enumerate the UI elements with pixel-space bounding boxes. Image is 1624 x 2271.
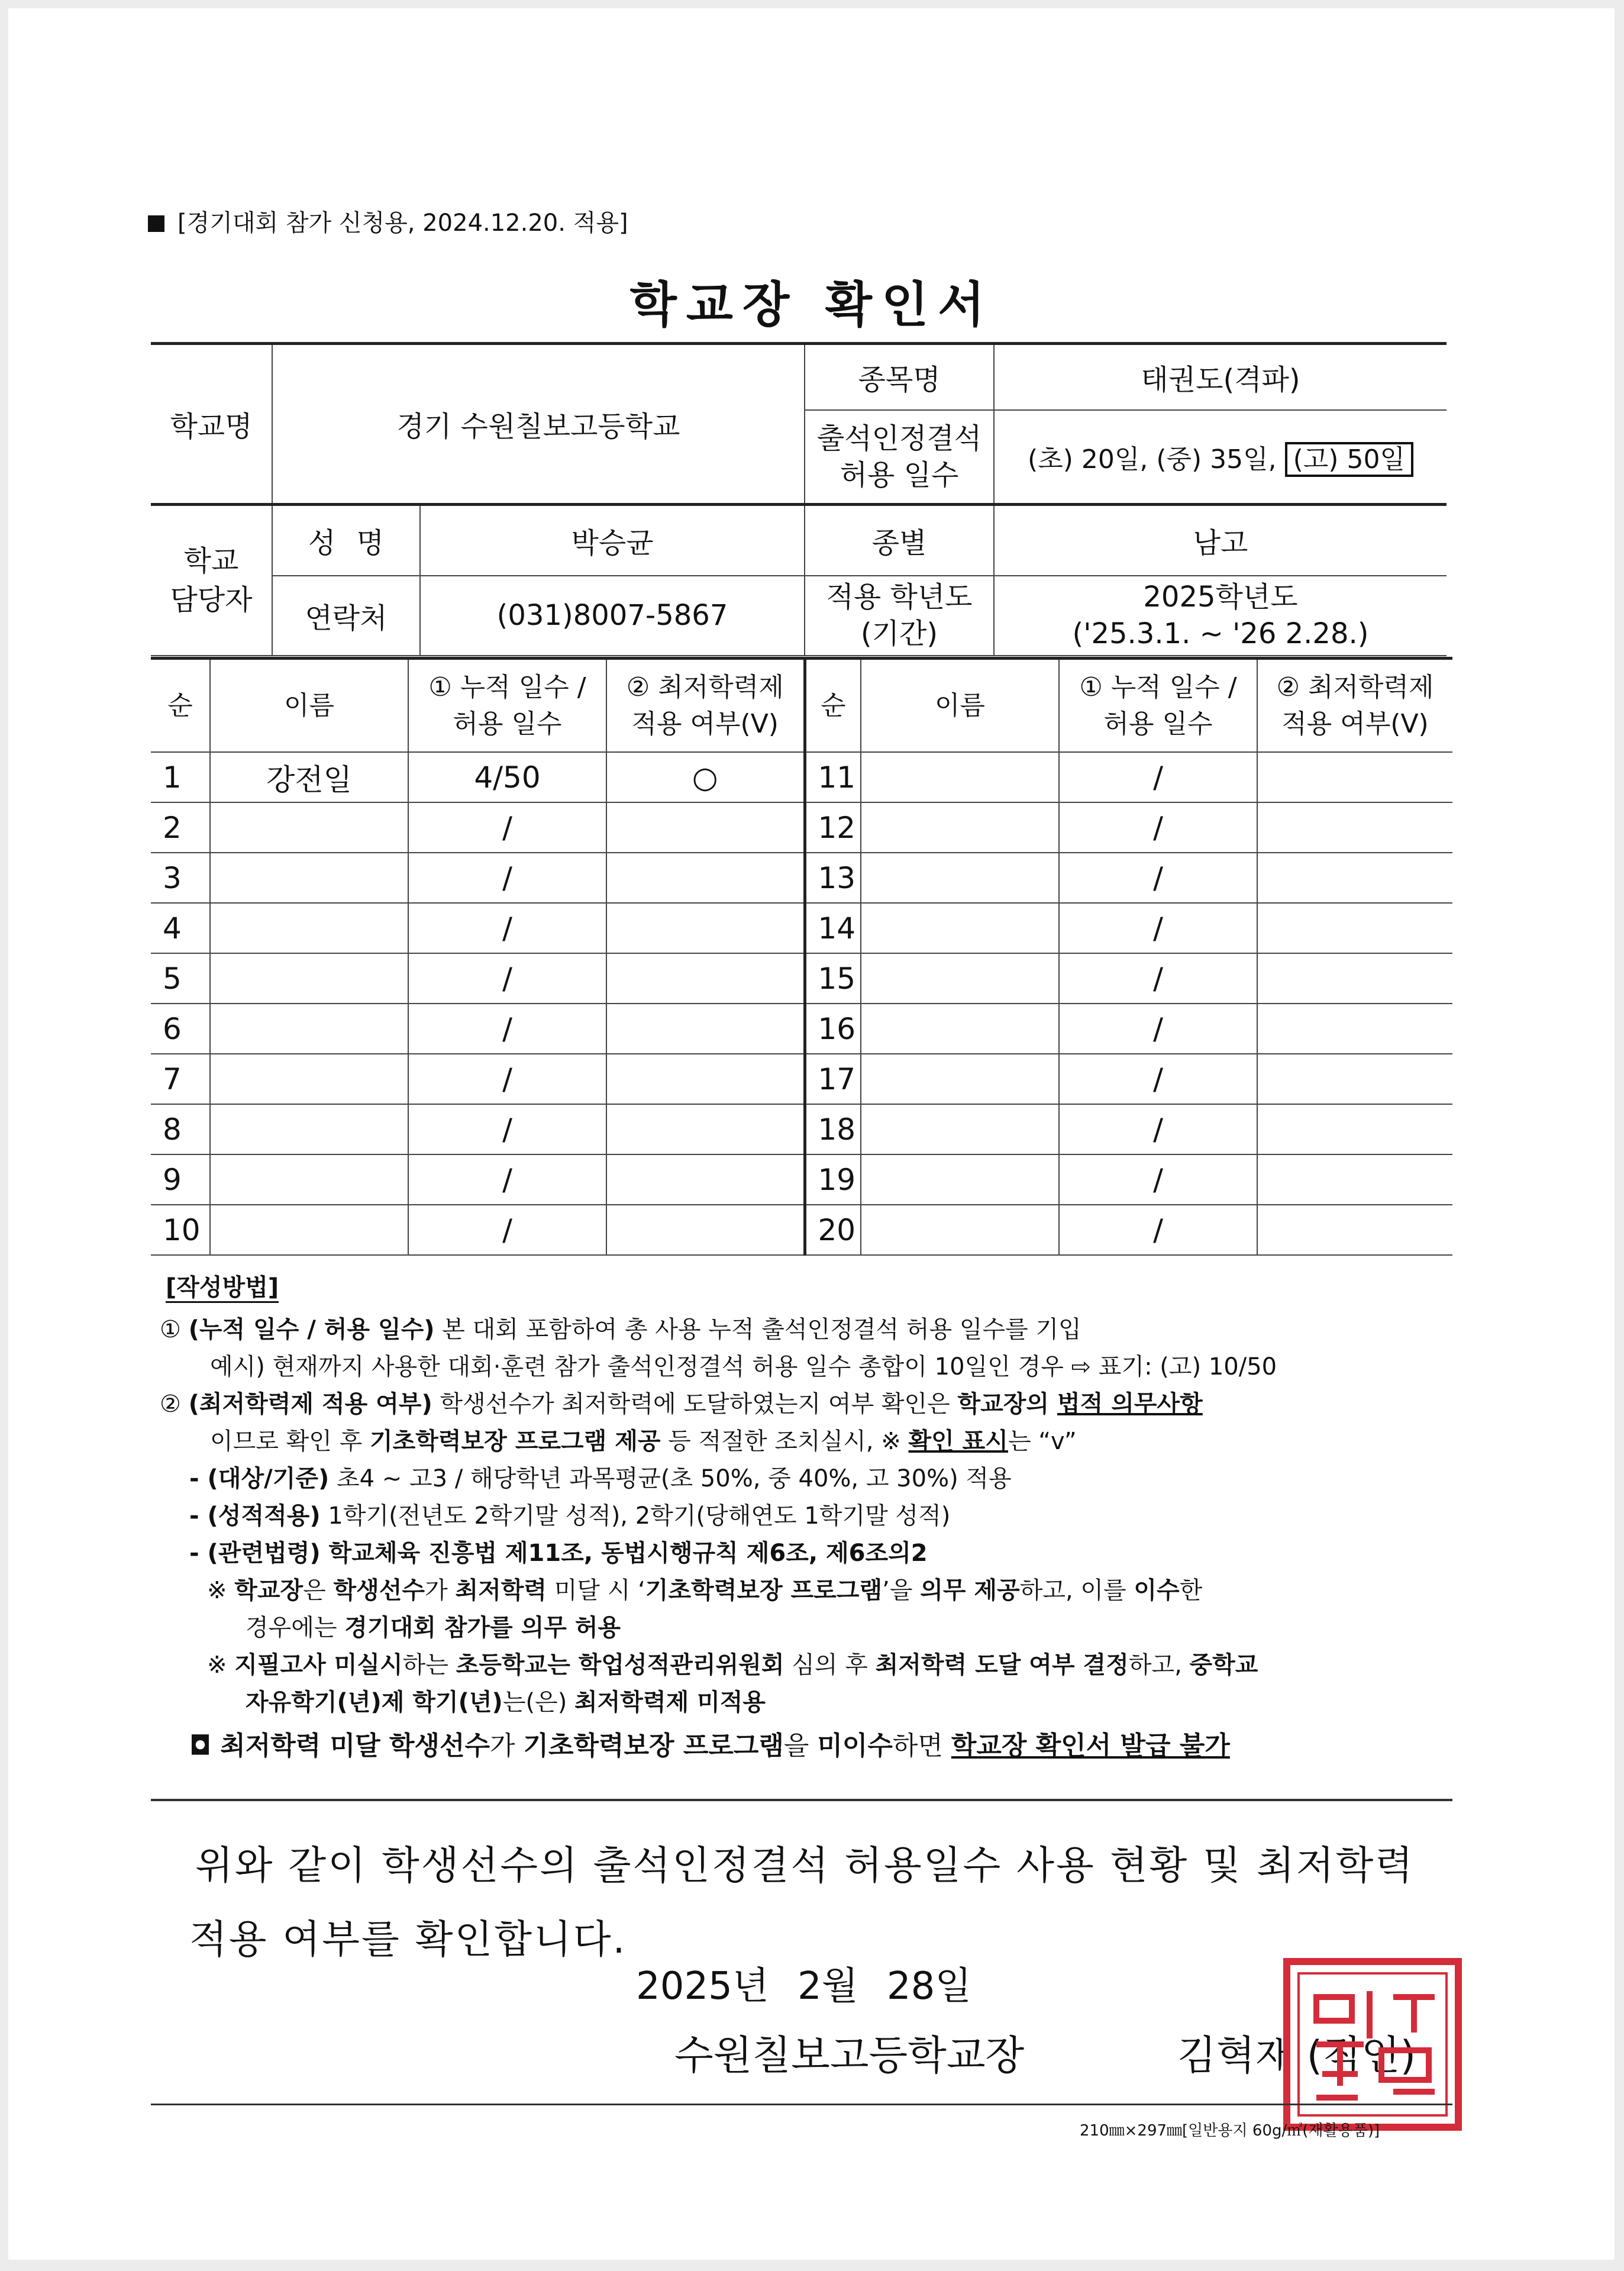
row-seq: 4 (151, 903, 210, 953)
row-days: / (408, 1154, 606, 1205)
school-value: 경기 수원칠보고등학교 (272, 344, 805, 505)
header-min-right-line1: ② 최저학력제 (1276, 672, 1434, 702)
note-2-cont-b: 는(은) (502, 1689, 575, 1716)
type-value: 남고 (994, 505, 1447, 576)
row-min (606, 1004, 805, 1054)
row-seq: 2 (151, 802, 210, 853)
note-1-h: 기초학력보장 프로그램 (645, 1577, 883, 1604)
manager-label (151, 505, 272, 656)
row-min: ○ (606, 752, 805, 802)
note-1-e: 가 (425, 1577, 456, 1604)
row-days: / (408, 853, 606, 903)
table-row (151, 853, 1452, 903)
row-min (606, 1054, 805, 1104)
instruction-2-text: 학생선수가 최저학력에 도달하였는지 여부 확인은 (432, 1391, 958, 1418)
note-1-k: 하고, 이를 (1019, 1577, 1134, 1604)
form-version-text: [경기대회 참가 신청용, 2024.12.20. 적용] (177, 209, 628, 237)
row-seq-right: 17 (805, 1054, 861, 1104)
note-1-d: 학생선수 (333, 1577, 425, 1604)
paper-size-note: 210㎜×297㎜[일반용지 60g/㎡(재활용품)] (1080, 2122, 1380, 2140)
note-1-l: 이수 (1134, 1577, 1180, 1604)
row-min-right (1257, 1054, 1452, 1104)
contact-value: (031)8007-5867 (420, 576, 805, 656)
table-row (151, 1104, 1452, 1154)
note-2-b: 지필고사 미실시 (234, 1651, 403, 1679)
row-days-right: / (1059, 903, 1257, 953)
note-2-c: 하는 (402, 1651, 456, 1679)
year-value-line2: ('25.3.1. ~ '26 2.28.) (1072, 617, 1369, 650)
row-name (210, 953, 408, 1004)
note-1-m: 한 (1179, 1577, 1203, 1604)
row-min-right (1257, 853, 1452, 903)
year-value-line1: 2025학년도 (1143, 580, 1298, 614)
row-days-right: / (1059, 953, 1257, 1004)
note-2-g: 하고, (1128, 1651, 1190, 1679)
note-1-cont: 경우에는 (246, 1614, 345, 1641)
row-min-right (1257, 1154, 1452, 1205)
row-seq-right: 19 (805, 1154, 861, 1205)
row-name: 강전일 (210, 752, 408, 802)
row-days-right: / (1059, 1154, 1257, 1205)
absence-label-line2: 허용 일수 (840, 458, 959, 492)
row-days: 4/50 (408, 752, 606, 802)
row-name (210, 1104, 408, 1154)
row-name (210, 853, 408, 903)
note-2-e: 심의 후 (784, 1651, 876, 1679)
row-seq-right: 12 (805, 802, 861, 853)
header-min-right-line2: 적용 여부(V) (1281, 708, 1429, 739)
student-roster-table (151, 657, 1452, 1256)
row-days-right: / (1059, 1205, 1257, 1255)
table-row (151, 752, 1452, 802)
row-min-right (1257, 752, 1452, 802)
note-1-i: ’을 (882, 1577, 921, 1604)
school-info-table (151, 342, 1447, 656)
note-2-cont-c: 최저학력제 미적용 (574, 1689, 766, 1716)
instructions-heading: [작성방법] (166, 1274, 279, 1303)
row-min (606, 953, 805, 1004)
event-value: 태권도(격파) (994, 344, 1447, 410)
row-days-right: / (1059, 1054, 1257, 1104)
square-bullet-icon (148, 215, 164, 232)
row-name-right (861, 1054, 1059, 1104)
row-name-right (861, 1205, 1059, 1255)
note-1-c: 은 (303, 1577, 334, 1604)
row-name-right (861, 1154, 1059, 1205)
detail-1-term: - (대상/기준) (189, 1465, 330, 1492)
row-name-right (861, 1104, 1059, 1154)
manager-label-line1: 학교 (183, 544, 239, 578)
row-days-right: / (1059, 1104, 1257, 1154)
instructions (160, 1269, 1461, 1764)
detail-3-text: - (관련법령) 학교체육 진흥법 제11조, 동법시행규칙 제6조, 제6조의2 (189, 1540, 928, 1567)
row-seq: 6 (151, 1004, 210, 1054)
note-2-f: 최저학력 도달 여부 결정 (875, 1651, 1129, 1679)
row-name-right (861, 1004, 1059, 1054)
row-days: / (408, 1054, 606, 1104)
header-seq: 순 (151, 659, 210, 753)
warning-g: 학교장 확인서 발급 불가 (951, 1731, 1230, 1761)
row-seq-right: 11 (805, 752, 861, 802)
manager-label-line2: 담당자 (170, 583, 253, 617)
row-name (210, 1004, 408, 1054)
instruction-2-cont-c: 는 “v” (1008, 1428, 1077, 1455)
row-name (210, 1205, 408, 1255)
school-label: 학교명 (151, 344, 272, 505)
row-days: / (408, 1104, 606, 1154)
page-title: 학교장 확인서 (629, 277, 995, 333)
confirmation-line-2: 적용 여부를 확인합니다. (189, 1917, 627, 1962)
row-days: / (408, 903, 606, 953)
note-1-cont-b: 경기대회 참가를 의무 허용 (344, 1614, 621, 1641)
note-2-cont: 자유학기(년)제 학기(년) (246, 1689, 503, 1716)
name-value: 박승균 (420, 505, 805, 576)
row-min (606, 903, 805, 953)
instruction-2-cont: 이므로 확인 후 (210, 1428, 370, 1455)
row-name-right (861, 802, 1059, 853)
note-1-j: 의무 제공 (920, 1577, 1020, 1604)
row-name-right (861, 953, 1059, 1004)
row-min-right (1257, 802, 1452, 853)
row-days: / (408, 802, 606, 853)
detail-2-term: - (성적적용) (189, 1502, 321, 1530)
row-days-right: / (1059, 802, 1257, 853)
header-days-right-line2: 허용 일수 (1103, 708, 1213, 739)
row-min (606, 853, 805, 903)
note-1-mark: ※ (207, 1577, 235, 1604)
absence-value-text: (초) 20일, (중) 35일, (1028, 444, 1277, 475)
year-label (805, 576, 994, 656)
row-seq: 3 (151, 853, 210, 903)
row-days: / (408, 953, 606, 1004)
contact-label: 연락처 (272, 576, 420, 656)
section-divider (151, 1799, 1452, 1801)
row-seq: 9 (151, 1154, 210, 1205)
warning-b: 가 (489, 1731, 524, 1761)
row-days: / (408, 1205, 606, 1255)
table-row (151, 1205, 1452, 1255)
absence-label (805, 410, 994, 505)
row-name-right (861, 853, 1059, 903)
instruction-2-duty: 법적 의무사항 (1057, 1391, 1203, 1418)
event-label: 종목명 (805, 344, 994, 410)
row-days-right: / (1059, 1004, 1257, 1054)
header-min (606, 659, 805, 753)
header-days-right-line1: ① 누적 일수 / (1079, 672, 1237, 702)
row-seq: 7 (151, 1054, 210, 1104)
row-seq-right: 14 (805, 903, 861, 953)
instruction-2-mark: ② (160, 1391, 189, 1418)
row-min-right (1257, 903, 1452, 953)
row-name (210, 802, 408, 853)
header-name-right: 이름 (861, 659, 1059, 753)
absence-value (994, 410, 1447, 505)
detail-2-text: 1학기(전년도 2학기말 성적), 2학기(당해연도 1학기말 성적) (320, 1502, 951, 1530)
header-days-line2: 허용 일수 (453, 708, 562, 739)
table-row (151, 1054, 1452, 1104)
row-min (606, 1205, 805, 1255)
row-days-right: / (1059, 853, 1257, 903)
warning-icon: ◘ (189, 1731, 221, 1761)
row-min (606, 802, 805, 853)
header-min-line2: 적용 여부(V) (631, 708, 779, 739)
row-name-right (861, 752, 1059, 802)
row-min-right (1257, 1004, 1452, 1054)
row-seq-right: 18 (805, 1104, 861, 1154)
principal-name: 김혁재 (직인) (1177, 2033, 1416, 2079)
year-label-line1: 적용 학년도 (826, 580, 973, 614)
instruction-2-emph: 학교장의 (957, 1391, 1057, 1418)
table-row (151, 1154, 1452, 1205)
note-1-g: 미달 시 ‘ (547, 1577, 645, 1604)
row-name (210, 903, 408, 953)
header-min-right (1257, 659, 1452, 753)
row-min-right (1257, 1205, 1452, 1255)
row-days: / (408, 1004, 606, 1054)
instruction-2-program: 기초학력보장 프로그램 제공 (369, 1428, 661, 1455)
row-seq: 10 (151, 1205, 210, 1255)
header-min-line1: ② 최저학력제 (626, 672, 784, 702)
table-row (151, 953, 1452, 1004)
instruction-2-term: (최저학력제 적용 여부) (188, 1391, 432, 1418)
footer-divider (151, 2104, 1452, 2105)
row-seq-right: 20 (805, 1205, 861, 1255)
row-name-right (861, 903, 1059, 953)
issue-date: 2025년 2월 28일 (636, 1964, 972, 2008)
header-days (408, 659, 606, 753)
detail-1-text: 초4 ~ 고3 / 해당학년 과목평균(초 50%, 중 40%, 고 30%) 적용 (329, 1465, 1012, 1492)
instruction-1-term: (누적 일수 / 허용 일수) (188, 1316, 435, 1343)
warning-d: 을 (783, 1731, 818, 1761)
row-days-right: / (1059, 752, 1257, 802)
confirmation-statement (189, 1828, 1415, 1976)
note-2-d: 초등학교는 학업성적관리위원회 (456, 1651, 784, 1679)
header-name: 이름 (210, 659, 408, 753)
name-label: 성 명 (272, 505, 420, 576)
warning-f: 하면 (892, 1731, 951, 1761)
row-min-right (1257, 1104, 1452, 1154)
row-seq-right: 15 (805, 953, 861, 1004)
note-1-f: 최저학력 (455, 1577, 547, 1604)
table-row (151, 802, 1452, 853)
warning-a: 최저학력 미달 학생선수 (220, 1731, 490, 1761)
instruction-2-mark-note: 확인 표시 (908, 1428, 1008, 1455)
type-label: 종별 (805, 505, 994, 576)
instruction-1-mark: ① (160, 1316, 189, 1343)
instruction-1-example: 예시) 현재까지 사용한 대회·훈련 참가 출석인정결석 허용 일수 총합이 10일인 경우 ⇨ 표기: (고) 10/50 (210, 1353, 1277, 1380)
year-value (994, 576, 1447, 656)
note-1-b: 학교장 (234, 1577, 304, 1604)
table-row (151, 903, 1452, 953)
note-2-mark: ※ (207, 1651, 235, 1679)
instruction-1-text: 본 대회 포함하여 총 사용 누적 출석인정결석 허용 일수를 기입 (434, 1316, 1081, 1343)
warning-e: 미이수 (817, 1731, 893, 1761)
table-row (151, 1004, 1452, 1054)
note-2-h: 중학교 (1189, 1651, 1258, 1679)
instruction-2-cont-b: 등 적절한 조치실시, ※ (660, 1428, 909, 1455)
absence-value-high-school: (고) 50일 (1285, 442, 1413, 477)
row-name (210, 1154, 408, 1205)
row-seq: 1 (151, 752, 210, 802)
year-label-line2: (기간) (860, 617, 938, 650)
confirmation-line-1: 위와 같이 학생선수의 출석인정결석 허용일수 사용 현황 및 최저학력 (195, 1843, 1415, 1888)
absence-label-line1: 출석인정결석 (816, 421, 982, 455)
header-days-line1: ① 누적 일수 / (428, 672, 586, 702)
row-name (210, 1054, 408, 1104)
header-seq-right: 순 (805, 659, 861, 753)
row-seq: 8 (151, 1104, 210, 1154)
signer-title: 수원칠보고등학교장 (674, 2033, 1025, 2079)
official-seal-stamp (1281, 1956, 1464, 2133)
row-seq-right: 16 (805, 1004, 861, 1054)
row-min-right (1257, 953, 1452, 1004)
warning-c: 기초학력보장 프로그램 (523, 1731, 784, 1761)
row-min (606, 1104, 805, 1154)
form-version-note (148, 204, 628, 238)
row-min (606, 1154, 805, 1205)
row-seq: 5 (151, 953, 210, 1004)
header-days-right (1059, 659, 1257, 753)
row-seq-right: 13 (805, 853, 861, 903)
